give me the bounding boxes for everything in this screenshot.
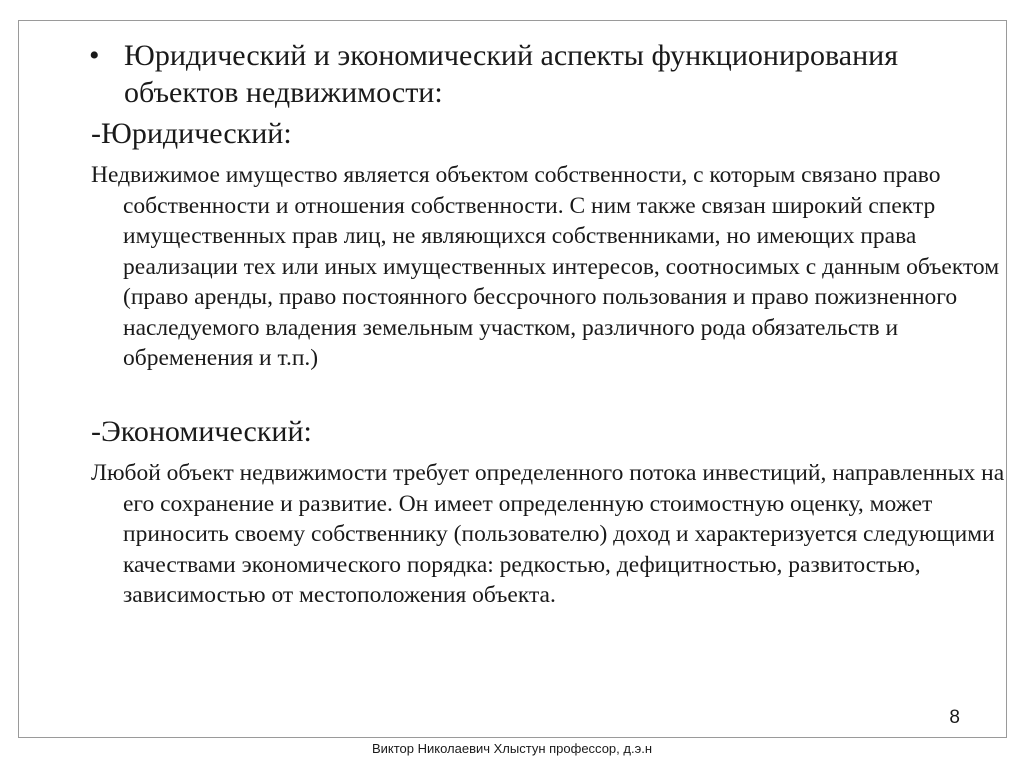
bullet-icon: • [89, 39, 100, 72]
slide [18, 20, 1007, 738]
page-number: 8 [949, 707, 960, 728]
slide-heading: Юридический и экономический аспекты функционирования объектов недвижимости: [124, 39, 898, 109]
economic-section-text: Любой объект недвижимости требует определенного потока инвестиций, направленных на его сохранение и развитие. Он имеет определенную стоимостную оценку, может приносить своему собственнику (пользователю) доход и характеризуется следующими качествами экономического порядка: редкостью, дефицитностью, развитостью, зависимостью от местоположения объекта. [91, 460, 1005, 608]
heading-bullet [89, 37, 969, 111]
economic-section-title: -Экономический: [91, 415, 312, 448]
footer-author: Виктор Николаевич Хлыстун профессор, д.э.н [371, 741, 653, 756]
legal-section-text: Недвижимое имущество является объектом собственности, с которым связано право собственности и отношения собственности. С ним также связан широкий спектр имущественных прав лиц, не являющихся собственниками, но имеющих права реализации тех или иных имущественных интересов, соотносимых с данным объектом (право аренды, право постоянного бессрочного пользования и право пожизненного наследуемого владения земельным участком, различного рода обязательств и обременения и т.п.) [91, 162, 1000, 371]
legal-section-title: -Юридический: [91, 117, 292, 150]
